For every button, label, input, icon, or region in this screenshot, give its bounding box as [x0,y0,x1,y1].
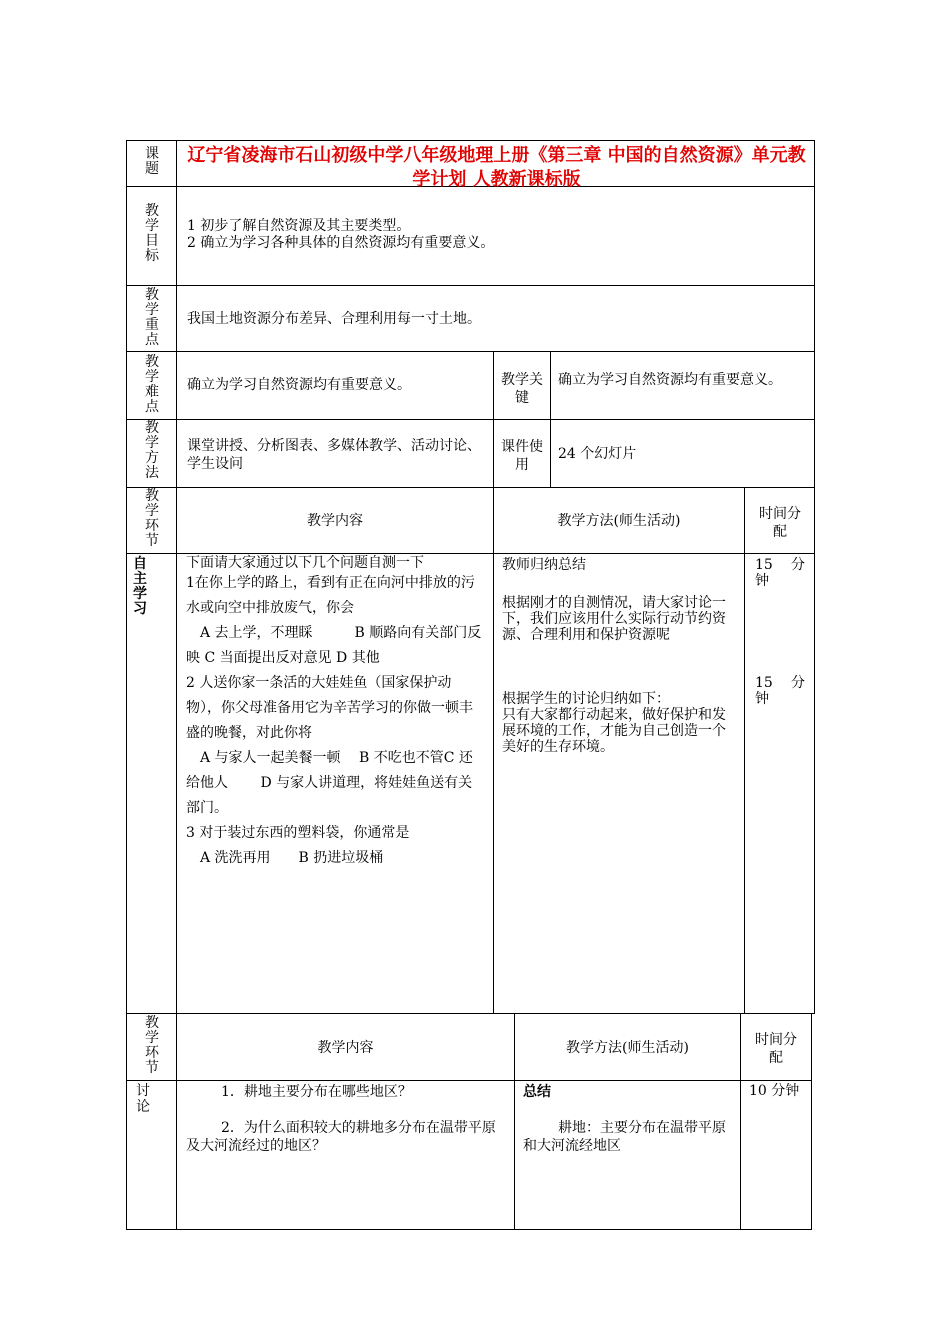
summary-text: 耕地：主要分布在温带平原和大河流经地区 [523,1120,726,1154]
objective-1: 1 初步了解自然资源及其主要类型。 [187,218,411,234]
key-points-label: 教学重点 [145,287,159,348]
courseware-text: 24 个幻灯片 [558,446,637,462]
document-title: 辽宁省凌海市石山初级中学八年级地理上册《第三章 中国的自然资源》单元教学计划 人教新课标版 [187,145,806,190]
stage-label-1: 教学环节 [145,488,159,549]
time-2-unit-a: 分 [791,675,805,691]
time-1-unit-a: 分 [791,557,805,573]
stage-self-study: 自主学习 [133,556,147,617]
question-2-options: A 与家人一起美餐一顿 B 不吃也不管C 还给他人 D 与家人讲道理，将娃娃鱼送有关部门。 [186,750,473,816]
question-2: 2 人送你家一条活的大娃娃鱼（国家保护动物），你父母准备用它为辛苦学习的你做一顿丰盛的晚餐，对此你将 [186,675,473,741]
content-header-2: 教学内容 [317,1040,374,1056]
time-discussion: 10 分钟 [749,1083,800,1099]
method-header-1: 教学方法(师生活动) [557,513,681,529]
topic-label: 课题 [145,146,159,177]
content-header-1: 教学内容 [307,513,363,529]
stage-label-2: 教学环节 [145,1015,159,1076]
difficulties-text: 确立为学习自然资源均有重要意义。 [187,377,411,393]
key-text: 确立为学习自然资源均有重要意义。 [558,372,782,388]
section1-method [502,557,738,755]
method-header-2: 教学方法(师生活动) [566,1040,689,1056]
section2-content [186,1083,508,1155]
section2-method [523,1083,735,1155]
key-label: 教学关键 [501,372,543,406]
method-summary: 教师归纳总结 [502,557,586,573]
time-1-unit-b: 钟 [755,573,769,589]
method-discussion: 根据刚才的自测情况，请大家讨论一下，我们应该用什么实际行动节约资源、合理利用和保护资源呢 [502,595,726,643]
difficulties-label: 教学难点 [145,354,159,415]
methods-text: 课堂讲授、分析图表、多媒体教学、活动讨论、学生设问 [187,438,481,472]
discussion-question-2: 2．为什么面积较大的耕地多分布在温带平原及大河流经过的地区？ [186,1120,496,1154]
method-conclusion: 只有大家都行动起来，做好保护和发展环境的工作，才能为自己创造一个美好的生存环境。 [502,707,726,755]
time-header-1: 时间分配 [759,506,801,540]
objectives-text [187,218,807,252]
objective-2: 2 确立为学习各种具体的自然资源均有重要意义。 [187,234,495,251]
discussion-question-1: 1．耕地主要分布在哪些地区？ [221,1084,412,1100]
question-1-options: A 去上学，不理睬 B 顺路向有关部门反映 C 当面提出反对意见 D 其他 [186,625,482,666]
question-3: 3 对于装过东西的塑料袋，你通常是 [186,825,410,841]
stage-discussion: 讨论 [136,1083,150,1115]
summary-title: 总结 [523,1084,551,1100]
time-header-2: 时间分配 [755,1032,797,1066]
time-2-unit-b: 钟 [755,691,769,707]
time-2-num: 15 [755,675,773,691]
methods-label: 教学方法 [145,420,159,481]
time-1-num: 15 [755,557,773,573]
question-1: 1在你上学的路上，看到有正在向河中排放的污水或向空中排放废气，你会 [186,575,475,616]
courseware-label: 课件使用 [501,439,543,473]
section1-content [186,555,486,871]
objectives-label: 教学目标 [145,203,159,264]
key-points-text: 我国土地资源分布差异、合理利用每一寸土地。 [187,311,481,327]
question-3-options: A 洗洗再用 B 扔进垃圾桶 [200,850,384,866]
content-intro: 下面请大家通过以下几个问题自测一下 [186,555,424,571]
method-conclusion-intro: 根据学生的讨论归纳如下： [502,691,670,707]
